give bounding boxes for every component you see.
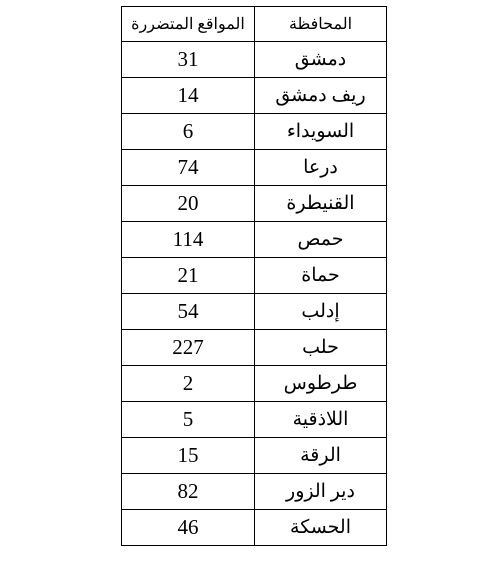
governorate-cell: حلب — [255, 330, 387, 366]
governorate-cell: دمشق — [255, 42, 387, 78]
table-row — [122, 258, 387, 294]
governorate-cell: القنيطرة — [255, 186, 387, 222]
table-row — [122, 474, 387, 510]
governorate-cell: إدلب — [255, 294, 387, 330]
sites-count-cell: 20 — [122, 186, 255, 222]
table-row — [122, 186, 387, 222]
governorate-cell: ريف دمشق — [255, 78, 387, 114]
sites-count-cell: 114 — [122, 222, 255, 258]
sites-count-cell: 15 — [122, 438, 255, 474]
table-row — [122, 438, 387, 474]
header-row — [122, 7, 387, 42]
table-row — [122, 78, 387, 114]
governorate-cell: حمص — [255, 222, 387, 258]
table-row — [122, 42, 387, 78]
sites-count-cell: 82 — [122, 474, 255, 510]
table-row — [122, 294, 387, 330]
sites-count-cell: 14 — [122, 78, 255, 114]
table-row — [122, 366, 387, 402]
sites-count-cell: 74 — [122, 150, 255, 186]
sites-count-cell: 2 — [122, 366, 255, 402]
governorate-cell: دير الزور — [255, 474, 387, 510]
table-row — [122, 510, 387, 546]
table-row — [122, 330, 387, 366]
governorate-cell: اللاذقية — [255, 402, 387, 438]
header-damaged-sites: المواقع المتضررة — [122, 7, 255, 42]
governorate-cell: السويداء — [255, 114, 387, 150]
sites-count-cell: 227 — [122, 330, 255, 366]
sites-count-cell: 31 — [122, 42, 255, 78]
table-row — [122, 114, 387, 150]
table-row — [122, 222, 387, 258]
governorate-cell: الرقة — [255, 438, 387, 474]
table-row — [122, 402, 387, 438]
governorate-cell: الحسكة — [255, 510, 387, 546]
governorate-cell: طرطوس — [255, 366, 387, 402]
damaged-sites-table — [121, 6, 387, 546]
table-body — [122, 42, 387, 546]
header-governorate: المحافظة — [255, 7, 387, 42]
table-header — [122, 7, 387, 42]
sites-count-cell: 21 — [122, 258, 255, 294]
governorate-cell: درعا — [255, 150, 387, 186]
governorate-cell: حماة — [255, 258, 387, 294]
sites-count-cell: 6 — [122, 114, 255, 150]
sites-count-cell: 54 — [122, 294, 255, 330]
sites-count-cell: 46 — [122, 510, 255, 546]
table-row — [122, 150, 387, 186]
sites-count-cell: 5 — [122, 402, 255, 438]
